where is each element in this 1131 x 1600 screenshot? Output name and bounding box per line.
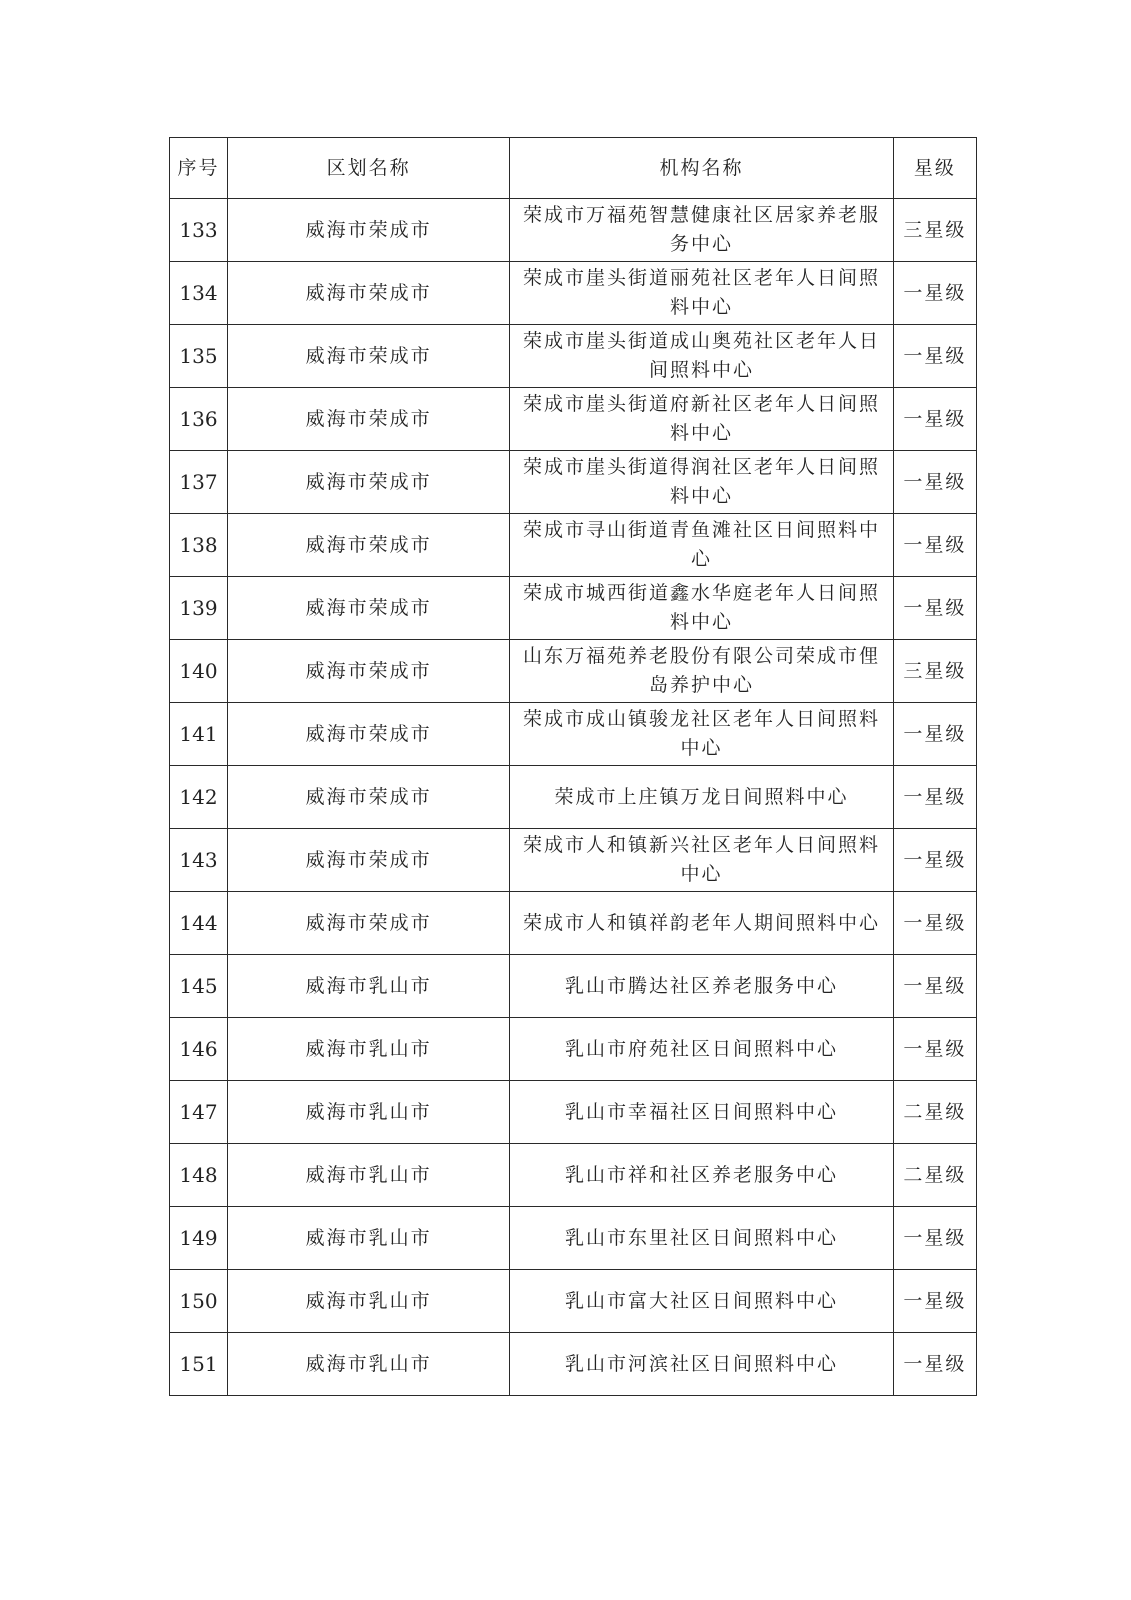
row-number: 146 (170, 1018, 228, 1081)
header-no: 序号 (170, 138, 228, 199)
institution-table (169, 137, 977, 1396)
row-region: 威海市荣成市 (227, 388, 509, 451)
header-org: 机构名称 (510, 138, 893, 199)
table-row (170, 262, 977, 325)
header-level: 星级 (893, 138, 976, 199)
row-org-name: 乳山市幸福社区日间照料中心 (510, 1081, 893, 1144)
table-header (170, 138, 977, 199)
table-row (170, 703, 977, 766)
row-org-name: 荣成市上庄镇万龙日间照料中心 (510, 766, 893, 829)
row-org-name: 荣成市成山镇骏龙社区老年人日间照料中心 (510, 703, 893, 766)
row-org-name: 荣成市人和镇新兴社区老年人日间照料中心 (510, 829, 893, 892)
row-number: 137 (170, 451, 228, 514)
row-region: 威海市荣成市 (227, 640, 509, 703)
row-number: 148 (170, 1144, 228, 1207)
row-number: 141 (170, 703, 228, 766)
table-row (170, 451, 977, 514)
row-number: 151 (170, 1333, 228, 1396)
row-star-level: 一星级 (893, 766, 976, 829)
row-region: 威海市荣成市 (227, 262, 509, 325)
row-org-name: 荣成市万福苑智慧健康社区居家养老服务中心 (510, 199, 893, 262)
table-row (170, 577, 977, 640)
row-number: 136 (170, 388, 228, 451)
table-row (170, 766, 977, 829)
row-star-level: 一星级 (893, 892, 976, 955)
row-star-level: 一星级 (893, 1018, 976, 1081)
row-number: 142 (170, 766, 228, 829)
row-number: 139 (170, 577, 228, 640)
row-star-level: 一星级 (893, 325, 976, 388)
row-region: 威海市乳山市 (227, 1081, 509, 1144)
row-region: 威海市荣成市 (227, 451, 509, 514)
row-number: 149 (170, 1207, 228, 1270)
row-region: 威海市乳山市 (227, 1018, 509, 1081)
row-org-name: 乳山市祥和社区养老服务中心 (510, 1144, 893, 1207)
row-number: 147 (170, 1081, 228, 1144)
row-number: 150 (170, 1270, 228, 1333)
row-org-name: 山东万福苑养老股份有限公司荣成市俚岛养护中心 (510, 640, 893, 703)
table-row (170, 1018, 977, 1081)
table-row (170, 325, 977, 388)
table-row (170, 829, 977, 892)
header-region: 区划名称 (227, 138, 509, 199)
row-star-level: 二星级 (893, 1081, 976, 1144)
row-star-level: 一星级 (893, 1333, 976, 1396)
row-org-name: 乳山市富大社区日间照料中心 (510, 1270, 893, 1333)
table-body (170, 199, 977, 1396)
row-number: 135 (170, 325, 228, 388)
row-org-name: 乳山市东里社区日间照料中心 (510, 1207, 893, 1270)
row-region: 威海市荣成市 (227, 577, 509, 640)
table-row (170, 388, 977, 451)
table-row (170, 199, 977, 262)
row-star-level: 一星级 (893, 829, 976, 892)
row-star-level: 一星级 (893, 703, 976, 766)
row-org-name: 荣成市人和镇祥韵老年人期间照料中心 (510, 892, 893, 955)
row-number: 140 (170, 640, 228, 703)
row-region: 威海市荣成市 (227, 325, 509, 388)
row-number: 143 (170, 829, 228, 892)
row-star-level: 三星级 (893, 640, 976, 703)
row-region: 威海市乳山市 (227, 1270, 509, 1333)
row-star-level: 一星级 (893, 514, 976, 577)
row-region: 威海市荣成市 (227, 892, 509, 955)
row-star-level: 一星级 (893, 1270, 976, 1333)
row-org-name: 荣成市崖头街道府新社区老年人日间照料中心 (510, 388, 893, 451)
table-row (170, 892, 977, 955)
table-row (170, 955, 977, 1018)
row-region: 威海市荣成市 (227, 199, 509, 262)
table-row (170, 1270, 977, 1333)
row-star-level: 一星级 (893, 262, 976, 325)
row-number: 144 (170, 892, 228, 955)
row-org-name: 荣成市寻山街道青鱼滩社区日间照料中心 (510, 514, 893, 577)
row-region: 威海市乳山市 (227, 1207, 509, 1270)
row-org-name: 乳山市河滨社区日间照料中心 (510, 1333, 893, 1396)
row-star-level: 一星级 (893, 1207, 976, 1270)
row-star-level: 一星级 (893, 955, 976, 1018)
row-star-level: 二星级 (893, 1144, 976, 1207)
row-region: 威海市荣成市 (227, 829, 509, 892)
row-region: 威海市荣成市 (227, 766, 509, 829)
table-row (170, 1081, 977, 1144)
header-row (170, 138, 977, 199)
row-star-level: 一星级 (893, 388, 976, 451)
table-row (170, 1207, 977, 1270)
row-region: 威海市荣成市 (227, 703, 509, 766)
row-region: 威海市乳山市 (227, 1144, 509, 1207)
table-row (170, 514, 977, 577)
row-star-level: 三星级 (893, 199, 976, 262)
row-org-name: 荣成市崖头街道丽苑社区老年人日间照料中心 (510, 262, 893, 325)
row-region: 威海市荣成市 (227, 514, 509, 577)
row-number: 145 (170, 955, 228, 1018)
row-org-name: 荣成市城西街道鑫水华庭老年人日间照料中心 (510, 577, 893, 640)
row-number: 138 (170, 514, 228, 577)
row-org-name: 荣成市崖头街道成山奥苑社区老年人日间照料中心 (510, 325, 893, 388)
row-org-name: 乳山市腾达社区养老服务中心 (510, 955, 893, 1018)
row-org-name: 乳山市府苑社区日间照料中心 (510, 1018, 893, 1081)
table-row (170, 640, 977, 703)
row-star-level: 一星级 (893, 451, 976, 514)
row-org-name: 荣成市崖头街道得润社区老年人日间照料中心 (510, 451, 893, 514)
table-row (170, 1144, 977, 1207)
table-row (170, 1333, 977, 1396)
row-region: 威海市乳山市 (227, 955, 509, 1018)
row-star-level: 一星级 (893, 577, 976, 640)
row-number: 133 (170, 199, 228, 262)
row-region: 威海市乳山市 (227, 1333, 509, 1396)
row-number: 134 (170, 262, 228, 325)
